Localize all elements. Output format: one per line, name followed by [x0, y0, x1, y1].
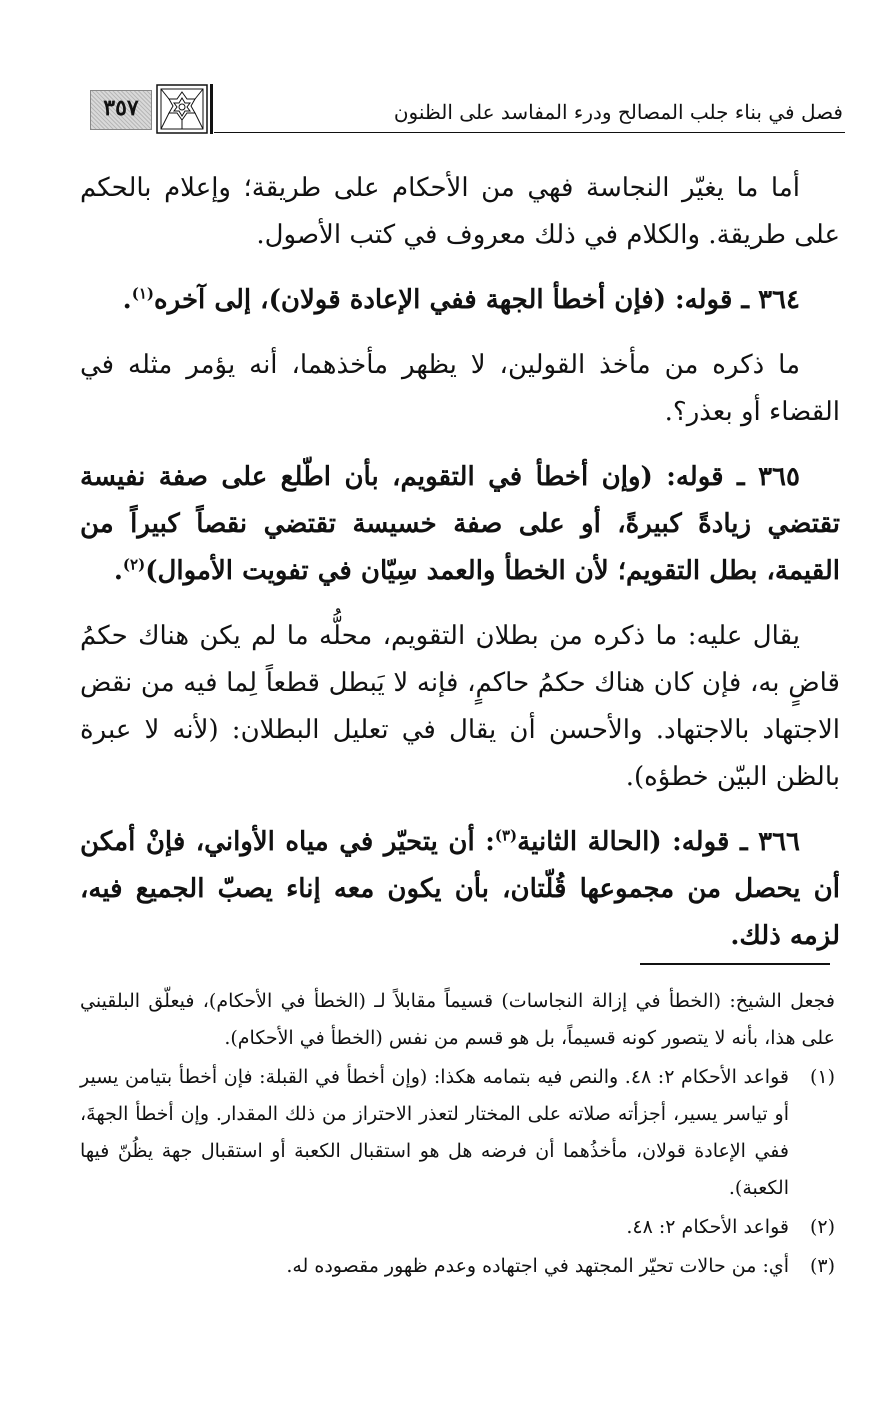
paragraph-3: ما ذكره من مأخذ القولين، لا يظهر مأخذهما، أنه يؤمر مثله في القضاء أو بعذر؟. — [80, 350, 840, 427]
footnote-ref-1: (١) — [131, 284, 154, 303]
footnote-number: (٣) — [809, 1255, 835, 1277]
page-number-box — [90, 90, 152, 130]
period: . — [113, 556, 123, 586]
main-text — [80, 165, 840, 978]
footnote-item — [80, 1059, 835, 1207]
footnote-number: (٢) — [809, 1216, 835, 1238]
quote-text-b: : أن يتحيّر في مياه الأواني، فإنْ أمكن أن يحصل من مجموعها قُلّتان، بأن يكون معه إناء يصبّ الجميع فيه، لزمه ذلك. — [80, 827, 840, 951]
period: . — [122, 285, 132, 315]
footnote-separator — [640, 963, 830, 965]
paragraph-1: أما ما يغيّر النجاسة فهي من الأحكام على طريقة؛ وإعلام بالحكم على طريقة. والكلام في ذلك معروف في كتب الأصول. — [80, 173, 840, 250]
quote-text: ٣٦٤ ـ قوله: (فإن أخطأ الجهة ففي الإعادة قولان)، إلى آخره — [154, 285, 800, 315]
header-rule — [214, 132, 845, 133]
footnote-item — [80, 1248, 835, 1285]
quote-text-a: ٣٦٦ ـ قوله: (الحالة الثانية — [517, 827, 801, 857]
footnotes — [80, 983, 835, 1285]
page-header — [90, 78, 845, 138]
footnote-continuation: فجعل الشيخ: (الخطأ في إزالة النجاسات) قسيماً مقابلاً لـ (الخطأ في الأحكام)، فيعلّق البلقيني على هذا، بأنه لا يتصور كونه قسيماً، بل هو قسم من نفس (الخطأ في الأحكام). — [80, 990, 835, 1049]
quote-text: ٣٦٥ ـ قوله: (وإن أخطأ في التقويم، بأن اطّلع على صفة نفيسة تقتضي زيادةً كبيرةً، أو على صفة خسيسة تقتضي نقصاً كبيراً من القيمة، بطل التقويم؛ لأن الخطأ والعمد سِيّان في تفويت الأموال) — [80, 462, 840, 586]
paragraph-6-quote — [80, 819, 840, 960]
paragraph-4-quote — [80, 454, 840, 595]
footnote-text: أي: من حالات تحيّر المجتهد في اجتهاده وعدم ظهور مقصوده له. — [286, 1255, 789, 1277]
paragraph-2-quote — [80, 277, 840, 324]
footnote-ref-2: (٢) — [122, 555, 146, 574]
running-title: فصل في بناء جلب المصالح ودرء المفاسد على الظنون — [393, 100, 843, 124]
paragraph-5: يقال عليه: ما ذكره من بطلان التقويم، محلُّه ما لم يكن هناك حكمُ قاضٍ به، فإن كان هناك حكمُ حاكمٍ، فإنه لا يَبطل قطعاً لِما فيه من نقض الاجتهاد بالاجتهاد. والأحسن أن يقال في تعليل البطلان: (لأنه لا عبرة بالظن البيّن خطؤه). — [80, 621, 840, 792]
footnote-text: قواعد الأحكام ٢: ٤٨. والنص فيه بتمامه هكذا: (وإن أخطأ في القبلة: فإن أخطأ بتيامن يسير أو تياسر يسير، أجزأته صلاته على المختار لتعذر الاحتراز من ذلك المقدار. وإن أخطأ الجهةَ، ففي الإعادة قولان، مأخذُهما أن فرضه هل هو استقبال الكعبة أو استقبال جهة يظُنّ فيها الكعبة). — [80, 1066, 789, 1199]
header-divider-bar — [210, 84, 213, 134]
page-number: ٣٥٧ — [103, 95, 139, 121]
footnote-number: (١) — [809, 1066, 835, 1088]
footnote-text: قواعد الأحكام ٢: ٤٨. — [626, 1216, 789, 1238]
footnote-ref-3: (٣) — [494, 826, 518, 845]
ornament-icon — [156, 84, 208, 134]
footnote-item — [80, 1209, 835, 1246]
